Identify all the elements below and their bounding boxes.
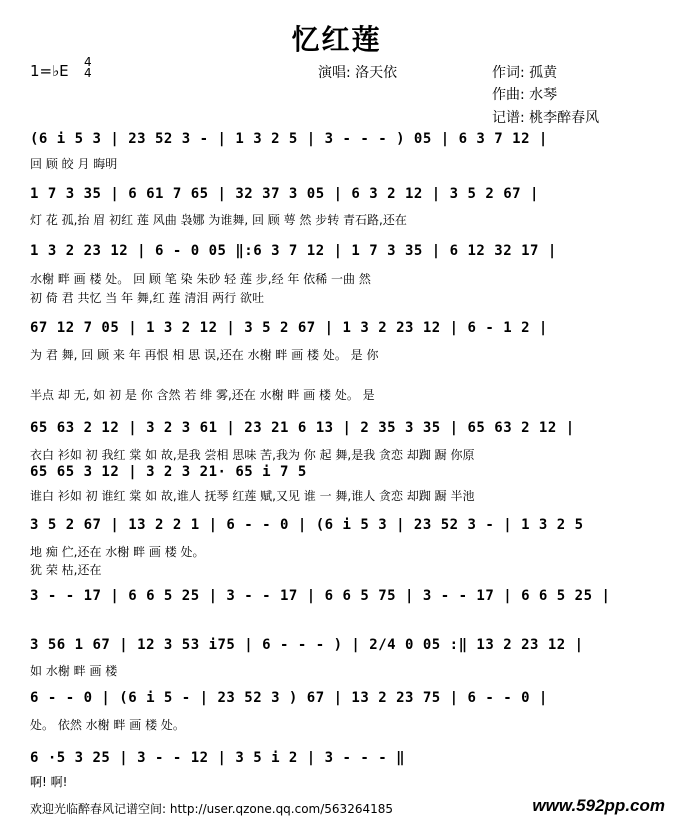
lyrics-row-10: 处。 依然 水榭 畔 画 楼 处。 (30, 718, 185, 732)
lyrics-row-9: 如 水榭 畔 画 楼 (30, 664, 118, 678)
lyricist: 作词: 孤黄 (492, 65, 558, 81)
footer-link[interactable]: 欢迎光临醉春风记谱空间: http://user.qzone.qq.com/563264185 (30, 802, 394, 816)
notes-row-4: 67 12 7 05 | 1 3 2 12 | 3 5 2 67 | 1 3 2 23 12 | 6 - 1 2 | (30, 320, 548, 336)
notes-row-7: 3 5 2 67 | 13 2 2 1 | 6 - - 0 | (6 i 5 3 | 23 52 3 - | 1 3 2 5 (30, 517, 584, 533)
lyrics-row-3a: 水榭 畔 画 楼 处。 回 顾 笔 染 朱砂 轻 莲 步,经 年 依稀 一曲 然 (30, 272, 371, 286)
composer: 作曲: 水琴 (492, 87, 558, 103)
lyrics-row-3b: 初 倚 君 共忆 当 年 舞,红 莲 清泪 两行 欲吐 (30, 291, 264, 305)
notes-row-6: 65 65 3 12 | 3 2 3 21· 65 i 7 5 (30, 464, 307, 480)
singer: 演唱: 洛天依 (318, 65, 398, 81)
time-signature-top: 4 (84, 55, 92, 69)
key-signature: 1=♭E (30, 62, 69, 80)
notes-row-11: 6 ·5 3 25 | 3 - - 12 | 3 5 i 2 | 3 - - - ‖ (30, 750, 406, 766)
time-signature-bottom: 4 (84, 66, 92, 80)
notes-row-1: (6 i 5 3 | 23 52 3 - | 1 3 2 5 | 3 - - - ) 05 | 6 3 7 12 | (30, 131, 548, 147)
notes-row-5: 65 63 2 12 | 3 2 3 61 | 23 21 6 13 | 2 35 3 35 | 65 63 2 12 | (30, 420, 575, 436)
notes-row-9: 3 56 1 67 | 12 3 53 i75 | 6 - - - ) | 2/4 0 05 :‖ 13 2 23 12 | (30, 637, 584, 653)
notes-row-3: 1 3 2 23 12 | 6 - 0 05 ‖:6 3 7 12 | 1 7 3 35 | 6 12 32 17 | (30, 243, 557, 259)
time-signature (84, 57, 92, 79)
lyrics-row-7b: 犹 荣 枯,还在 (30, 563, 102, 577)
site-watermark: www.592pp.com (532, 796, 665, 815)
notes-row-2: 1 7 3 35 | 6 61 7 65 | 32 37 3 05 | 6 3 2 12 | 3 5 2 67 | (30, 186, 539, 202)
transcriber: 记谱: 桃李醉春风 (492, 110, 600, 126)
lyrics-row-2: 灯 花 孤,抬 眉 初红 莲 风曲 袅娜 为谁舞, 回 顾 萼 然 步转 青石路,还在 (30, 213, 407, 227)
notes-row-8: 3 - - 17 | 6 6 5 25 | 3 - - 17 | 6 6 5 75 | 3 - - 17 | 6 6 5 25 | (30, 588, 611, 604)
page-title: 忆红莲 (291, 23, 382, 56)
notes-row-10: 6 - - 0 | (6 i 5 - | 23 52 3 ) 67 | 13 2 23 75 | 6 - - 0 | (30, 690, 548, 706)
lyrics-row-1: 回 顾 皎 月 晦明 (30, 157, 118, 171)
lyrics-row-4a: 为 君 舞, 回 顾 来 年 再恨 相 思 误,还在 水榭 畔 画 楼 处。 是 你 (30, 348, 379, 362)
lyrics-row-11: 啊! 啊! (30, 775, 68, 789)
lyrics-row-6: 谁白 衫如 初 谁红 棠 如 故,谁人 抚琴 红莲 赋,又见 谁 一 舞,谁人 贪恋 却踟 蹰 半池 (30, 489, 475, 503)
lyrics-row-7a: 地 痴 伫,还在 水榭 畔 画 楼 处。 (30, 545, 205, 559)
lyrics-row-4b: 半点 却 无, 如 初 是 你 含然 若 绯 雾,还在 水榭 畔 画 楼 处。 是 (30, 388, 375, 402)
lyrics-row-5: 衣白 衫如 初 我红 棠 如 故,是我 尝相 思味 苦,我为 你 起 舞,是我 贪恋 却踟 蹰 你原 (30, 448, 475, 462)
